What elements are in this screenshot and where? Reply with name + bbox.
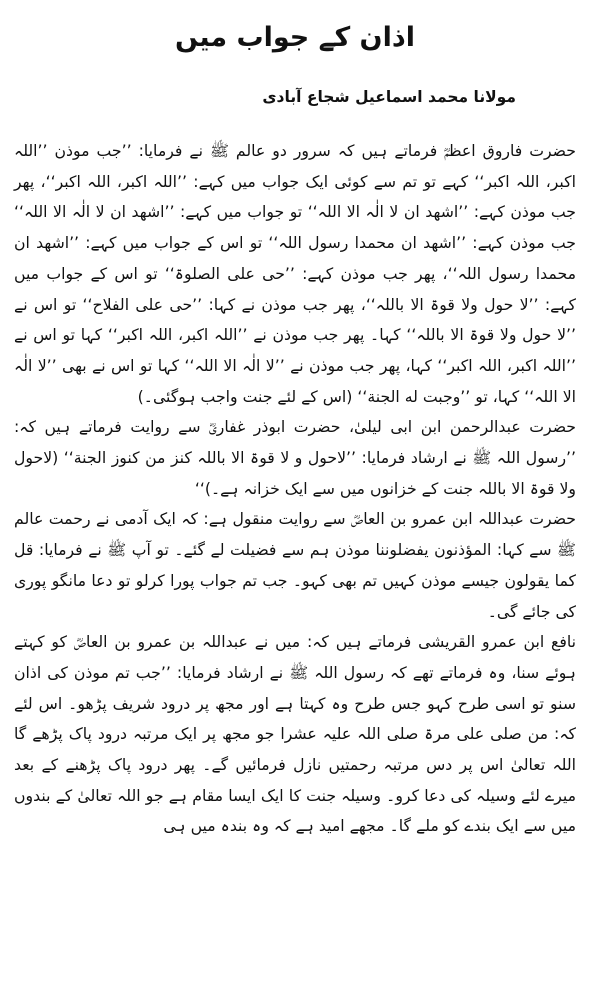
paragraph-4: نافع ابن عمرو القریشی فرماتے ہیں کہ: میں نے عبداللہ بن عمرو بن العاصؓ کو کہتے ہوئے سنا، وہ فرماتے تھے کہ رسول اللہ ﷺ نے ارشاد فرمایا: ’’جب تم موذن کی اذان سنو تو اسی طرح کہو جس طرح وہ کہتا ہے اور مجھ پر درود شریف پڑھو۔ اس لئے کہ: من صلی علی مرۃ صلی اللہ علیہ عشرا جو مجھ پر ایک مرتبہ درود پاک پڑھے گا اللہ تعالیٰ اس پر دس مرتبہ رحمتیں نازل فرمائیں گے۔ پھر درود پاک پڑھنے کے بعد میرے لئے وسیلہ کی دعا کرو۔ وسیلہ جنت کا ایک ایسا مقام ہے جو اللہ تعالیٰ کے بندوں میں سے ایک بندے کو ملے گا۔ مجھے امید ہے کہ وہ بندہ میں ہی xyxy=(14,632,576,836)
paragraph-3: حضرت عبداللہ ابن عمرو بن العاصؓ سے روایت منقول ہے: کہ ایک آدمی نے رحمت عالم ﷺ سے کہا: المؤذنون يفضلوننا موذن ہم سے فضیلت لے گئے۔ تو آپ ﷺ نے فرمایا: قل کما یقولون جیسے موذن کہیں تم بھی کہو۔ جب تم جواب پورا کرلو تو دعا مانگو پوری کی جائے گی۔ xyxy=(14,509,576,621)
author-line: مولانا محمد اسماعیل شجاع آبادی xyxy=(262,88,516,106)
paragraph-1: حضرت فاروق اعظمؓ فرماتے ہیں کہ سرور دو عالم ﷺ نے فرمایا: ’’جب موذن ’’اللہ اکبر، اللہ اکبر‘‘ کہے تو تم سے کوئی ایک جواب میں کہے: ’’اللہ اکبر، اللہ اکبر‘‘، پھر جب موذن کہے: ’’اشھد ان لا الٰہ الا اللہ‘‘ تو جواب میں کہے: ’’اشھد ان لا الٰہ الا اللہ‘‘ جب موذن کہے: ’’اشھد ان محمدا رسول اللہ‘‘ تو اس کے جواب میں کہے: ’’اشھد ان محمدا رسول اللہ‘‘، پھر جب موذن کہے: ’’حی علی الصلوۃ‘‘ تو اس کے جواب میں کہے: ’’لا حول ولا قوۃ الا باللہ‘‘، پھر جب موذن نے کہا: ’’حی علی الفلاح‘‘ تو اس نے ’’لا حول ولا قوۃ الا باللہ‘‘ کہا۔ پھر جب موذن نے ’’اللہ اکبر، اللہ اکبر‘‘ کہا تو اس نے ’’اللہ اکبر، اللہ اکبر‘‘ کہا، پھر جب موذن نے ’’لا الٰہ الا اللہ‘‘ کہا تو اس نے بھی ’’لا الٰہ الا اللہ‘‘ کہا، تو ’’وجبت له الجنة‘‘ (اس کے لئے جنت واجب ہوگئی۔) xyxy=(14,141,576,406)
article-body xyxy=(14,136,576,842)
article-title: اذان کے جواب میں xyxy=(175,22,415,53)
paragraph-2: حضرت عبدالرحمن ابن ابی لیلیٰ، حضرت ابوذر غفاریؓ سے روایت فرماتے ہیں کہ: ’’رسول اللہ ﷺ نے ارشاد فرمایا: ’’لاحول و لا قوۃ الا باللہ کنز من کنوز الجنة‘‘ (لاحول ولا قوۃ الا باللہ جنت کے خزانوں میں سے ایک خزانہ ہے۔)‘‘ xyxy=(14,417,576,498)
